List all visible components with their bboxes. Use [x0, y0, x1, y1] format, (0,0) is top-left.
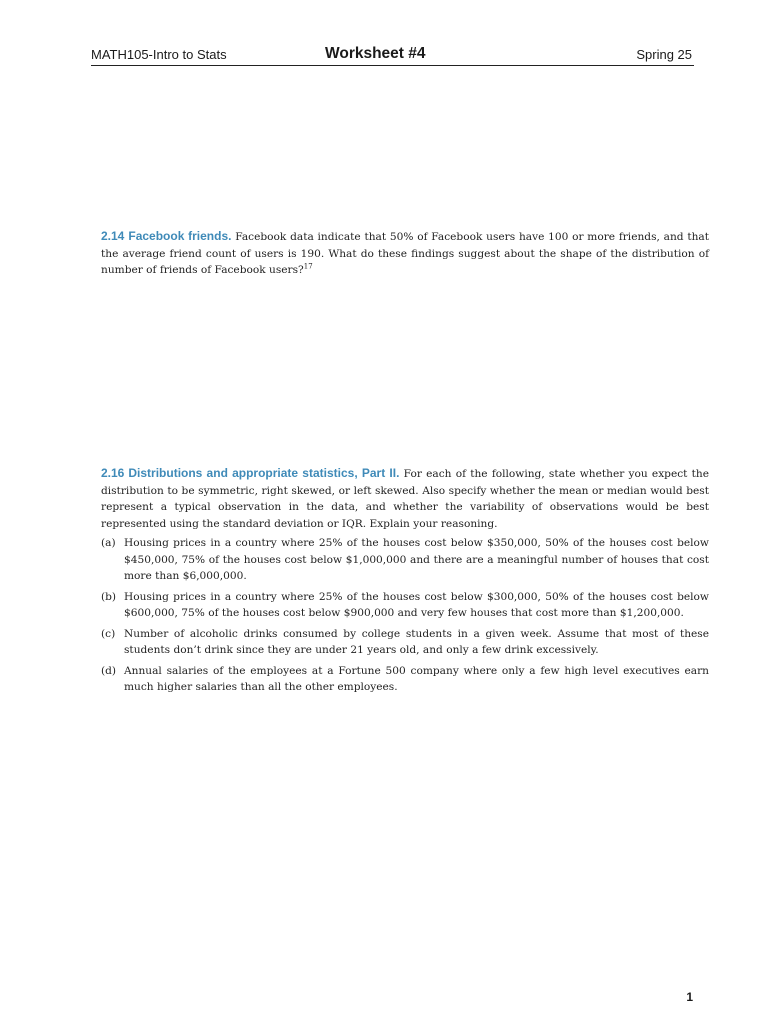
- list-item: [101, 626, 709, 659]
- problem-title: Facebook friends.: [128, 229, 232, 243]
- problem-body: Facebook data indicate that 50% of Facebook users have 100 or more friends, and that the average friend count of users is 190. What do these findings suggest about the shape of the distribution of number of friends of Facebook users?: [101, 231, 709, 276]
- problem-title: Distributions and appropriate statistics, Part II.: [128, 466, 400, 480]
- page-number: 1: [686, 990, 693, 1004]
- term-label: Spring 25: [636, 47, 692, 62]
- problem-2-14: [101, 228, 709, 279]
- list-item: [101, 589, 709, 622]
- part-label: (b): [101, 590, 117, 603]
- page-header: [91, 44, 694, 66]
- problem-body: For each of the following, state whether you expect the distribution to be symmetric, right skewed, or left skewed. Also specify whether the mean or median would best represent a typical observation in the data, and whether the variability of observations would be best represented using the standard deviation or IQR. Explain your reasoning.: [101, 468, 710, 530]
- part-label: (c): [101, 627, 116, 640]
- footnote-marker: 17: [303, 262, 313, 271]
- part-text: Housing prices in a country where 25% of the houses cost below $300,000, 50% of the houses cost below $600,000, 75% of the houses cost below $900,000 and very few houses that cost more than $1,200,000.: [124, 590, 709, 619]
- problem-number: 2.16: [101, 466, 125, 480]
- part-label: (a): [101, 537, 116, 549]
- part-text: Number of alcoholic drinks consumed by college students in a given week. Assume that most of these students don’t drink since they are under 21 years old, and only a few drink excessively.: [124, 627, 709, 656]
- problem-number: 2.14: [101, 229, 125, 243]
- part-label: (d): [101, 664, 117, 677]
- problem-heading: [101, 229, 231, 243]
- problem-parts: [101, 535, 709, 696]
- worksheet-title: Worksheet #4: [325, 45, 426, 62]
- part-text: Annual salaries of the employees at a Fortune 500 company where only a few high level executives earn much higher salaries than all the other employees.: [124, 664, 709, 693]
- list-item: [101, 663, 709, 696]
- course-name: MATH105-Intro to Stats: [91, 47, 227, 62]
- list-item: [101, 535, 709, 585]
- problem-heading: [101, 466, 399, 480]
- part-text: Housing prices in a country where 25% of the houses cost below $350,000, 50% of the houses cost below $450,000, 75% of the houses cost below $1,000,000 and there are a meaningful number of houses that cost more than $6,000,000.: [124, 537, 709, 582]
- problem-2-16: [101, 465, 709, 700]
